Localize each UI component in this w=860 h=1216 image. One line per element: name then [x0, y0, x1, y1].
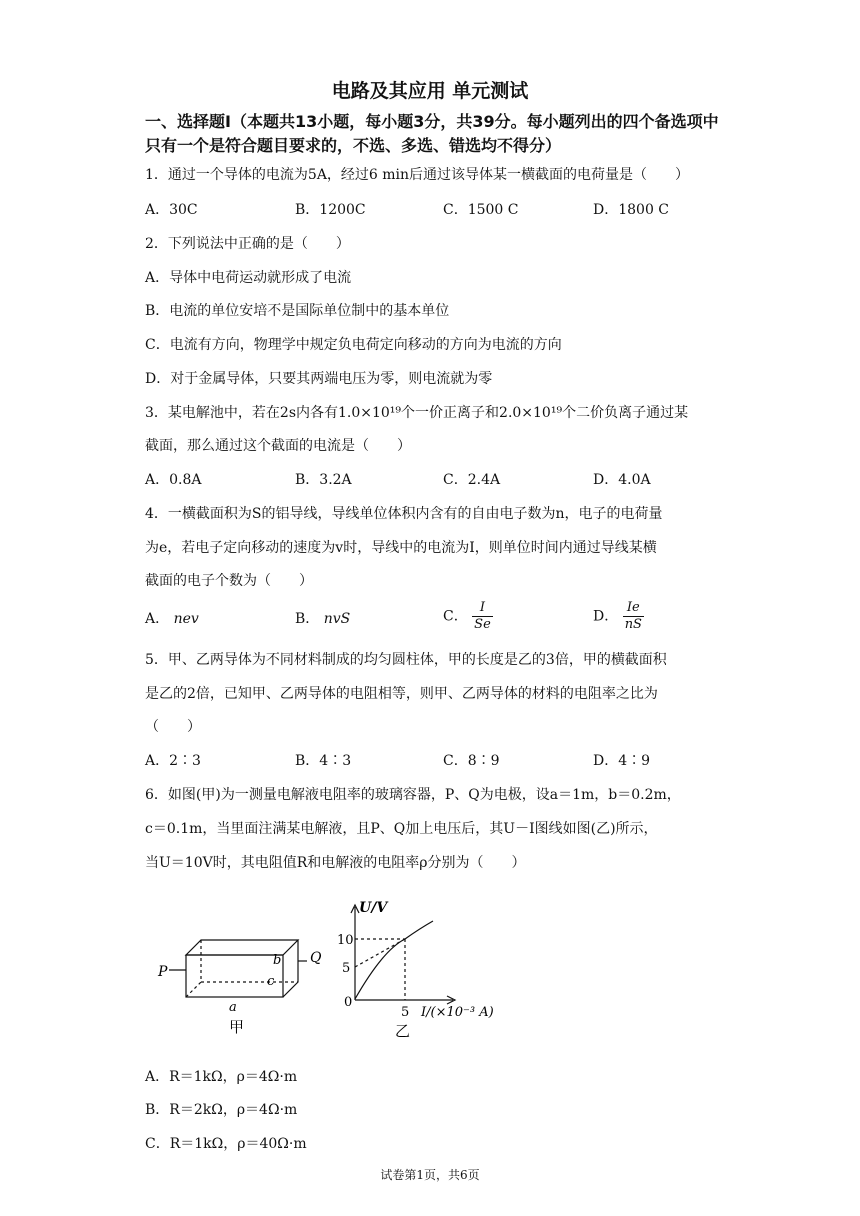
- question-5-option-d: D．4∶9: [593, 753, 651, 769]
- container-box-edges: [169, 940, 307, 997]
- expression-nvs: nvS: [323, 611, 351, 627]
- question-3-stem-line1: 3．某电解池中，若在2s内各有1.0×10¹⁹个一价正离子和2.0×10¹⁹个二价负离子通过某: [145, 405, 689, 421]
- question-6-stem-line3: 当U＝10V时，其电阻值R和电解液的电阻率ρ分别为（ ）: [145, 855, 526, 871]
- question-5-stem-line2: 是乙的2倍，已知甲、乙两导体的电阻相等，则甲、乙两导体的材料的电阻率之比为: [145, 686, 658, 702]
- page-title: 电路及其应用 单元测试: [331, 80, 529, 102]
- u-tick-10: 10: [337, 933, 354, 948]
- question-4-stem-line3: 截面的电子个数为（ ）: [145, 573, 313, 589]
- question-3-option-c: C．2.4A: [443, 472, 501, 488]
- question-1-stem: 1．通过一个导体的电流为5A，经过6 min后通过该导体某一横截面的电荷量是（ ）: [145, 167, 690, 183]
- figure-jia-caption: 甲: [229, 1018, 245, 1036]
- question-2-option-b: B．电流的单位安培不是国际单位制中的基本单位: [145, 303, 450, 319]
- expression-nev: nev: [173, 611, 199, 627]
- question-1-option-c: C．1500 C: [443, 202, 519, 218]
- fraction-ie-over-ns: [623, 600, 644, 633]
- fraction-denominator: Se: [474, 617, 491, 632]
- dimension-c-label: c: [267, 974, 275, 989]
- figure-yi-caption: 乙: [395, 1022, 411, 1040]
- question-4-stem-line2: 为e，若电子定向移动的速度为v时，导线中的电流为I，则单位时间内通过导线某横: [145, 540, 657, 556]
- option-label: C．: [443, 608, 468, 625]
- u-axis-label: U/V: [359, 900, 388, 916]
- i-axis-label: I/(×10⁻³ A): [421, 1005, 494, 1020]
- question-4-option-a: [145, 608, 199, 628]
- question-2-stem: 2．下列说法中正确的是（ ）: [145, 236, 350, 252]
- section-heading: 一、选择题I（本题共13小题，每小题3分，共39分。每小题列出的四个备选项中只有一个是符合题目要求的，不选、多选、错选均不得分）: [145, 112, 719, 155]
- tangent-dashed-line: [355, 939, 405, 967]
- question-4-option-c: [443, 600, 493, 633]
- question-3-stem-line2: 截面，那么通过这个截面的电流是（ ）: [145, 438, 411, 454]
- question-1-option-d: D．1800 C: [593, 202, 670, 218]
- question-5-option-c: C．8∶9: [443, 753, 500, 769]
- question-1-option-a: A．30C: [145, 202, 198, 218]
- question-6-option-b: B．R＝2kΩ，ρ＝4Ω·m: [145, 1102, 298, 1118]
- origin-label: 0: [344, 995, 353, 1010]
- question-5-stem-line3: （ ）: [145, 719, 201, 735]
- dimension-a-label: a: [229, 1000, 237, 1015]
- option-label: B．: [295, 611, 320, 627]
- question-4-option-b: [295, 608, 350, 628]
- question-6-option-a: A．R＝1kΩ，ρ＝4Ω·m: [145, 1069, 298, 1085]
- question-2-option-a: A．导体中电荷运动就形成了电流: [145, 270, 352, 286]
- question-3-option-a: A．0.8A: [145, 472, 202, 488]
- question-5-stem-line1: 5．甲、乙两导体为不同材料制成的均匀圆柱体，甲的长度是乙的3倍，甲的横截面积: [145, 652, 667, 668]
- figure-yi-ui-graph: [335, 895, 515, 1045]
- i-tick-5: 5: [401, 1005, 410, 1020]
- question-5-option-b: B．4∶3: [295, 753, 352, 769]
- option-label: A．: [145, 611, 170, 627]
- page-footer: 试卷第1页，共6页: [380, 1168, 480, 1182]
- question-3-option-b: B．3.2A: [295, 472, 352, 488]
- question-2-option-d: D．对于金属导体，只要其两端电压为零，则电流就为零: [145, 371, 493, 387]
- u-tick-5: 5: [342, 961, 351, 976]
- question-3-option-d: D．4.0A: [593, 472, 651, 488]
- question-6-option-c: C．R＝1kΩ，ρ＝40Ω·m: [145, 1136, 307, 1152]
- dimension-b-label: b: [273, 953, 282, 968]
- question-4-stem-line1: 4．一横截面积为S的铝导线，导线单位体积内含有的自由电子数为n，电子的电荷量: [145, 506, 663, 522]
- fraction-i-over-se: [472, 600, 493, 633]
- electrode-p-label: P: [158, 964, 168, 980]
- question-6-stem-line1: 6．如图(甲)为一测量电解液电阻率的玻璃容器，P、Q为电极，设a＝1m，b＝0.2m，: [145, 787, 681, 803]
- figure-jia-container: [155, 925, 335, 1040]
- question-1-option-b: B．1200C: [295, 202, 366, 218]
- question-4-option-d: [593, 600, 644, 633]
- fraction-denominator: nS: [624, 617, 642, 632]
- electrode-q-label: Q: [310, 950, 322, 966]
- fraction-numerator: I: [472, 600, 493, 617]
- question-6-stem-line2: c＝0.1m，当里面注满某电解液，且P、Q加上电压后，其U－I图线如图(乙)所示，: [145, 821, 658, 837]
- question-5-option-a: A．2∶3: [145, 753, 201, 769]
- option-label: D．: [593, 608, 619, 625]
- question-2-option-c: C．电流有方向，物理学中规定负电荷定向移动的方向为电流的方向: [145, 337, 562, 353]
- fraction-numerator: Ie: [623, 600, 644, 617]
